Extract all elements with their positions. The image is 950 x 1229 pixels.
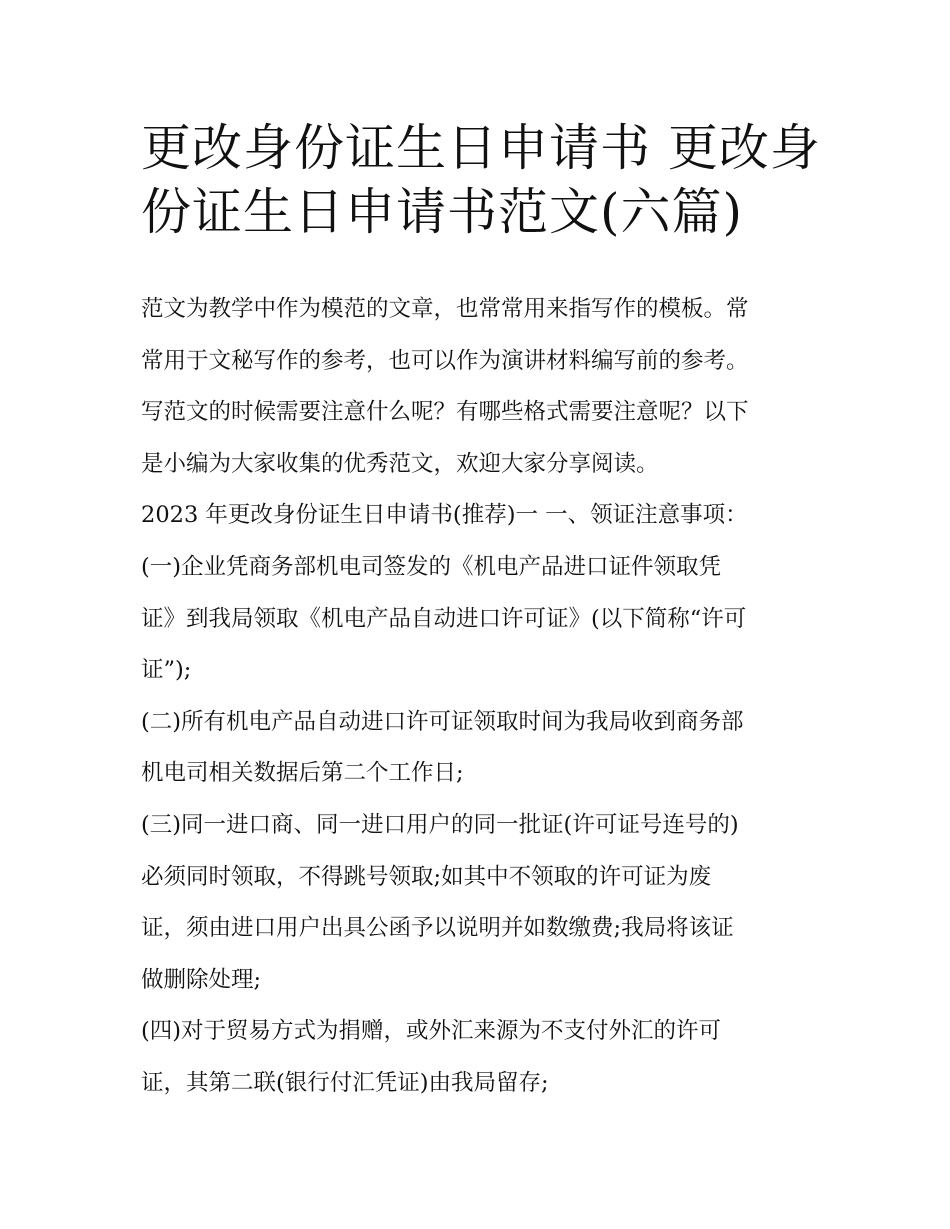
body-line: 2023 年更改身份证生日申请书(推荐)一 一、领证注意事项：	[141, 502, 748, 529]
body-line: 证》到我局领取《机电产品自动进口许可证》(以下简称“许可	[141, 605, 747, 632]
body-line: 做删除处理;	[141, 966, 262, 993]
document-title	[141, 116, 821, 244]
body-line: (一)企业凭商务部机电司签发的《机电产品进口证件领取凭	[141, 553, 722, 580]
body-line: 证，须由进口用户出具公函予以说明并如数缴费;我局将该证	[141, 915, 734, 942]
body-line: (二)所有机电产品自动进口许可证领取时间为我局收到商务部	[141, 708, 744, 735]
body-line: (三)同一进口商、同一进口用户的同一批证(许可证号连号的)	[141, 811, 739, 838]
body-line: 常用于文秘写作的参考，也可以作为演讲材料编写前的参考。	[141, 347, 749, 374]
title-line: 份证生日申请书范文(六篇)	[141, 183, 744, 241]
body-line: 是小编为大家收集的优秀范文，欢迎大家分享阅读。	[141, 450, 659, 477]
body-line: 必须同时领取，不得跳号领取;如其中不领取的许可证为废	[141, 863, 712, 890]
body-line: 写范文的时候需要注意什么呢？有哪些格式需要注意呢？以下	[141, 399, 749, 426]
body-line: 证”);	[141, 657, 192, 684]
body-line: 范文为教学中作为模范的文章，也常常用来指写作的模板。常	[141, 296, 749, 322]
body-line: (四)对于贸易方式为捐赠，或外汇来源为不支付外汇的许可	[141, 1018, 722, 1045]
body-line: 证，其第二联(银行付汇凭证)由我局留存;	[141, 1069, 549, 1096]
title-line: 更改身份证生日申请书 更改身	[141, 119, 821, 177]
body-line: 机电司相关数据后第二个工作日;	[141, 760, 464, 787]
document-body	[141, 284, 821, 1110]
